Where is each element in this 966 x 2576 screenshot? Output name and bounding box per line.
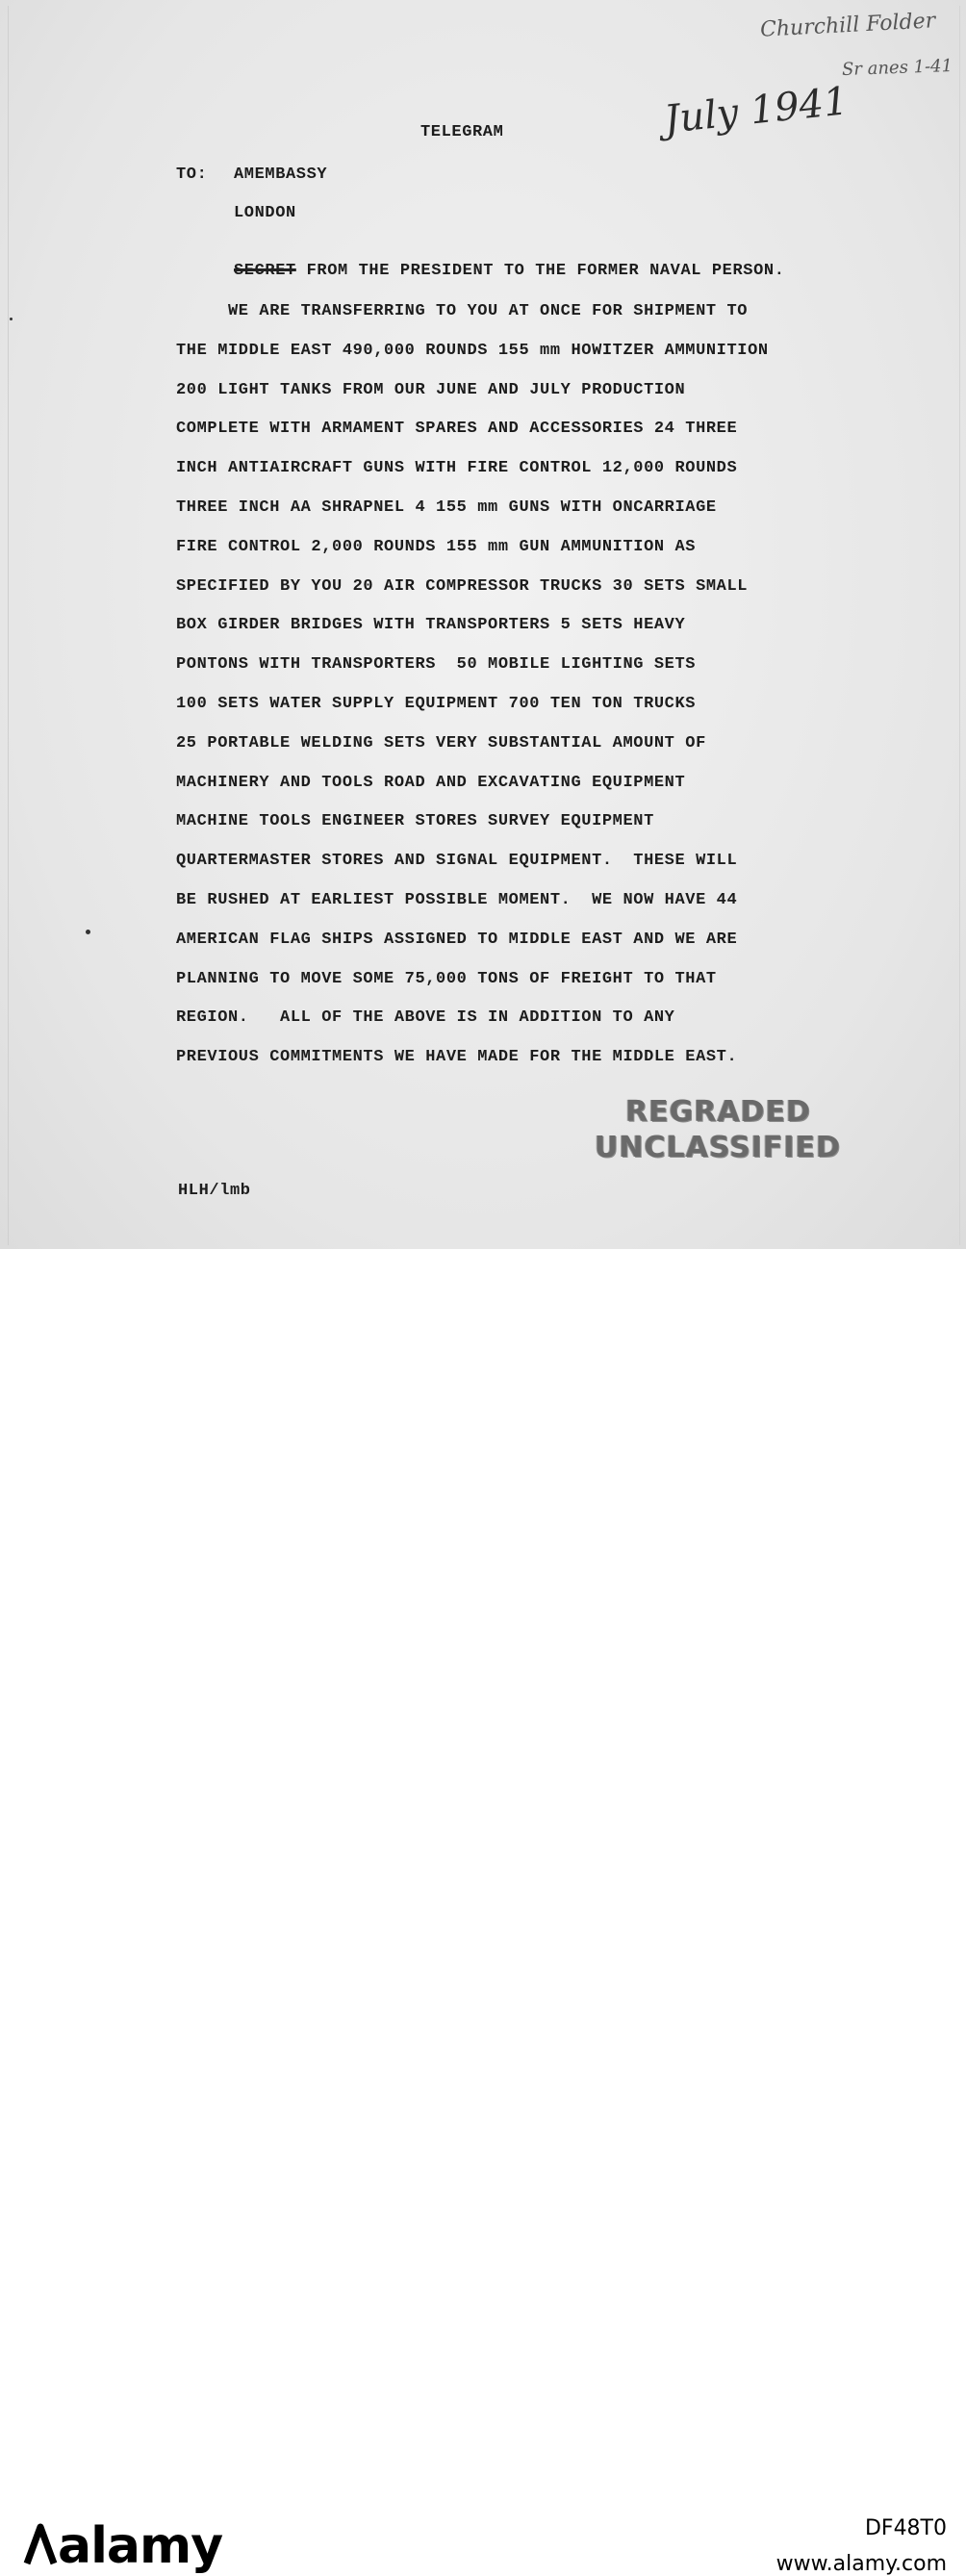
margin-mark <box>10 318 13 320</box>
image-id: DF48T0 <box>864 2516 947 2540</box>
to-label: TO: <box>176 166 208 184</box>
to-address: AMEMBASSY <box>234 166 328 184</box>
handwritten-date: July 1941 <box>662 79 851 142</box>
body-line: AMERICAN FLAG SHIPS ASSIGNED TO MIDDLE EAST AND WE ARE <box>176 931 738 949</box>
body-line: PONTONS WITH TRANSPORTERS 50 MOBILE LIGHTING SETS <box>176 655 697 674</box>
body-line: MACHINE TOOLS ENGINEER STORES SURVEY EQUIPMENT <box>176 812 654 830</box>
typist-initials: HLH/lmb <box>178 1182 251 1200</box>
body-line: MACHINERY AND TOOLS ROAD AND EXCAVATING EQUIPMENT <box>176 774 686 792</box>
body-line: REGION. ALL OF THE ABOVE IS IN ADDITION TO ANY <box>176 1008 675 1027</box>
struck-classification: SECRET <box>234 262 296 280</box>
handwritten-folder-note: Churchill Folder <box>759 9 936 42</box>
alamy-logo-icon <box>21 2521 60 2569</box>
body-line: 100 SETS WATER SUPPLY EQUIPMENT 700 TEN TON TRUCKS <box>176 695 697 713</box>
margin-mark <box>86 930 90 934</box>
body-line: PLANNING TO MOVE SOME 75,000 TONS OF FREIGHT TO THAT <box>176 970 717 988</box>
body-line: THREE INCH AA SHRAPNEL 4 155 mm GUNS WITH ONCARRIAGE <box>176 498 717 517</box>
body-line: QUARTERMASTER STORES AND SIGNAL EQUIPMENT. THESE WILL <box>176 852 738 870</box>
body-line: WE ARE TRANSFERRING TO YOU AT ONCE FOR SHIPMENT TO <box>176 302 749 320</box>
document-title: TELEGRAM <box>420 123 504 141</box>
body-line: SPECIFIED BY YOU 20 AIR COMPRESSOR TRUCKS 30 SETS SMALL <box>176 577 749 596</box>
handwritten-reference-note: Sr anes 1-41 <box>841 55 953 81</box>
watermark-footer <box>0 1249 966 2576</box>
alamy-logo: alamy <box>58 2517 223 2575</box>
header-line <box>234 262 785 280</box>
body-line: INCH ANTIAIRCRAFT GUNS WITH FIRE CONTROL 12,000 ROUNDS <box>176 459 738 477</box>
body-line: FIRE CONTROL 2,000 ROUNDS 155 mm GUN AMMUNITION AS <box>176 538 697 556</box>
document-page <box>0 0 966 1249</box>
body-line: PREVIOUS COMMITMENTS WE HAVE MADE FOR THE MIDDLE EAST. <box>176 1048 738 1066</box>
unclassified-stamp: UNCLASSIFIED <box>595 1131 841 1164</box>
regraded-stamp: REGRADED <box>625 1095 811 1129</box>
body-line: 25 PORTABLE WELDING SETS VERY SUBSTANTIAL AMOUNT OF <box>176 734 706 752</box>
body-line: 200 LIGHT TANKS FROM OUR JUNE AND JULY PRODUCTION <box>176 381 686 399</box>
to-city: LONDON <box>234 204 296 222</box>
body-line: THE MIDDLE EAST 490,000 ROUNDS 155 mm HOWITZER AMMUNITION <box>176 342 769 360</box>
body-line: BOX GIRDER BRIDGES WITH TRANSPORTERS 5 SETS HEAVY <box>176 616 686 634</box>
header-text: FROM THE PRESIDENT TO THE FORMER NAVAL PERSON. <box>295 262 785 280</box>
source-url: www.alamy.com <box>775 2552 947 2576</box>
body-line: BE RUSHED AT EARLIEST POSSIBLE MOMENT. WE NOW HAVE 44 <box>176 891 738 909</box>
body-line: COMPLETE WITH ARMAMENT SPARES AND ACCESSORIES 24 THREE <box>176 420 738 438</box>
